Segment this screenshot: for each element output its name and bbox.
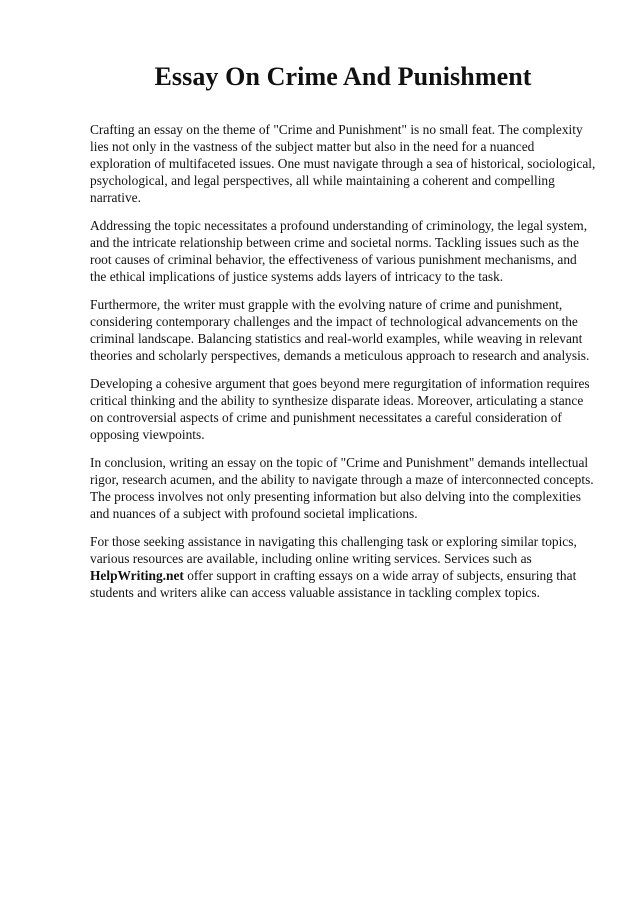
paragraph-topic: Addressing the topic necessitates a profound understanding of criminology, the legal system, and the intricate relationship between crime and societal norms. Tackling issues such as the root causes of criminal behavior, the effectiveness of various punishment mechanisms, and the ethical implications of justice systems adds layers of intricacy to the task. [90,218,588,284]
resources-text-before: For those seeking assistance in navigating this challenging task or exploring similar topics, various resources are available, including online writing services. Services such as [90,534,577,566]
paragraph-evolving-nature: Furthermore, the writer must grapple with the evolving nature of crime and punishment, considering contemporary challenges and the impact of technological advancements on the criminal landscape. Balancing statistics and real-world examples, while weaving in relevant theories and scholarly perspectives, demands a meticulous approach to research and analysis. [90,297,590,363]
brand-name: HelpWriting.net [90,568,184,583]
paragraph-resources [90,533,596,601]
paragraph-conclusion: In conclusion, writing an essay on the topic of "Crime and Punishment" demands intellectual rigor, research acumen, and the ability to navigate through a maze of interconnected concepts. The process involves not only presenting information but also delving into the complexities and nuances of a subject with profound societal implications. [90,455,594,521]
paragraph-intro: Crafting an essay on the theme of "Crime and Punishment" is no small feat. The complexity lies not only in the vastness of the subject matter but also in the need for a nuanced exploration of multifaceted issues. One must navigate through a sea of historical, sociological, psychological, and legal perspectives, all while maintaining a coherent and compelling narrative. [90,122,596,205]
resources-text-after: offer support in crafting essays on a wide array of subjects, ensuring that students and writers alike can access valuable assistance in tackling complex topics. [90,568,577,600]
paragraph-argument: Developing a cohesive argument that goes beyond mere regurgitation of information requires critical thinking and the ability to synthesize disparate ideas. Moreover, articulating a stance on controversial aspects of crime and punishment necessitates a careful consideration of opposing viewpoints. [90,376,590,442]
document-title: Essay On Crime And Punishment [154,62,532,91]
